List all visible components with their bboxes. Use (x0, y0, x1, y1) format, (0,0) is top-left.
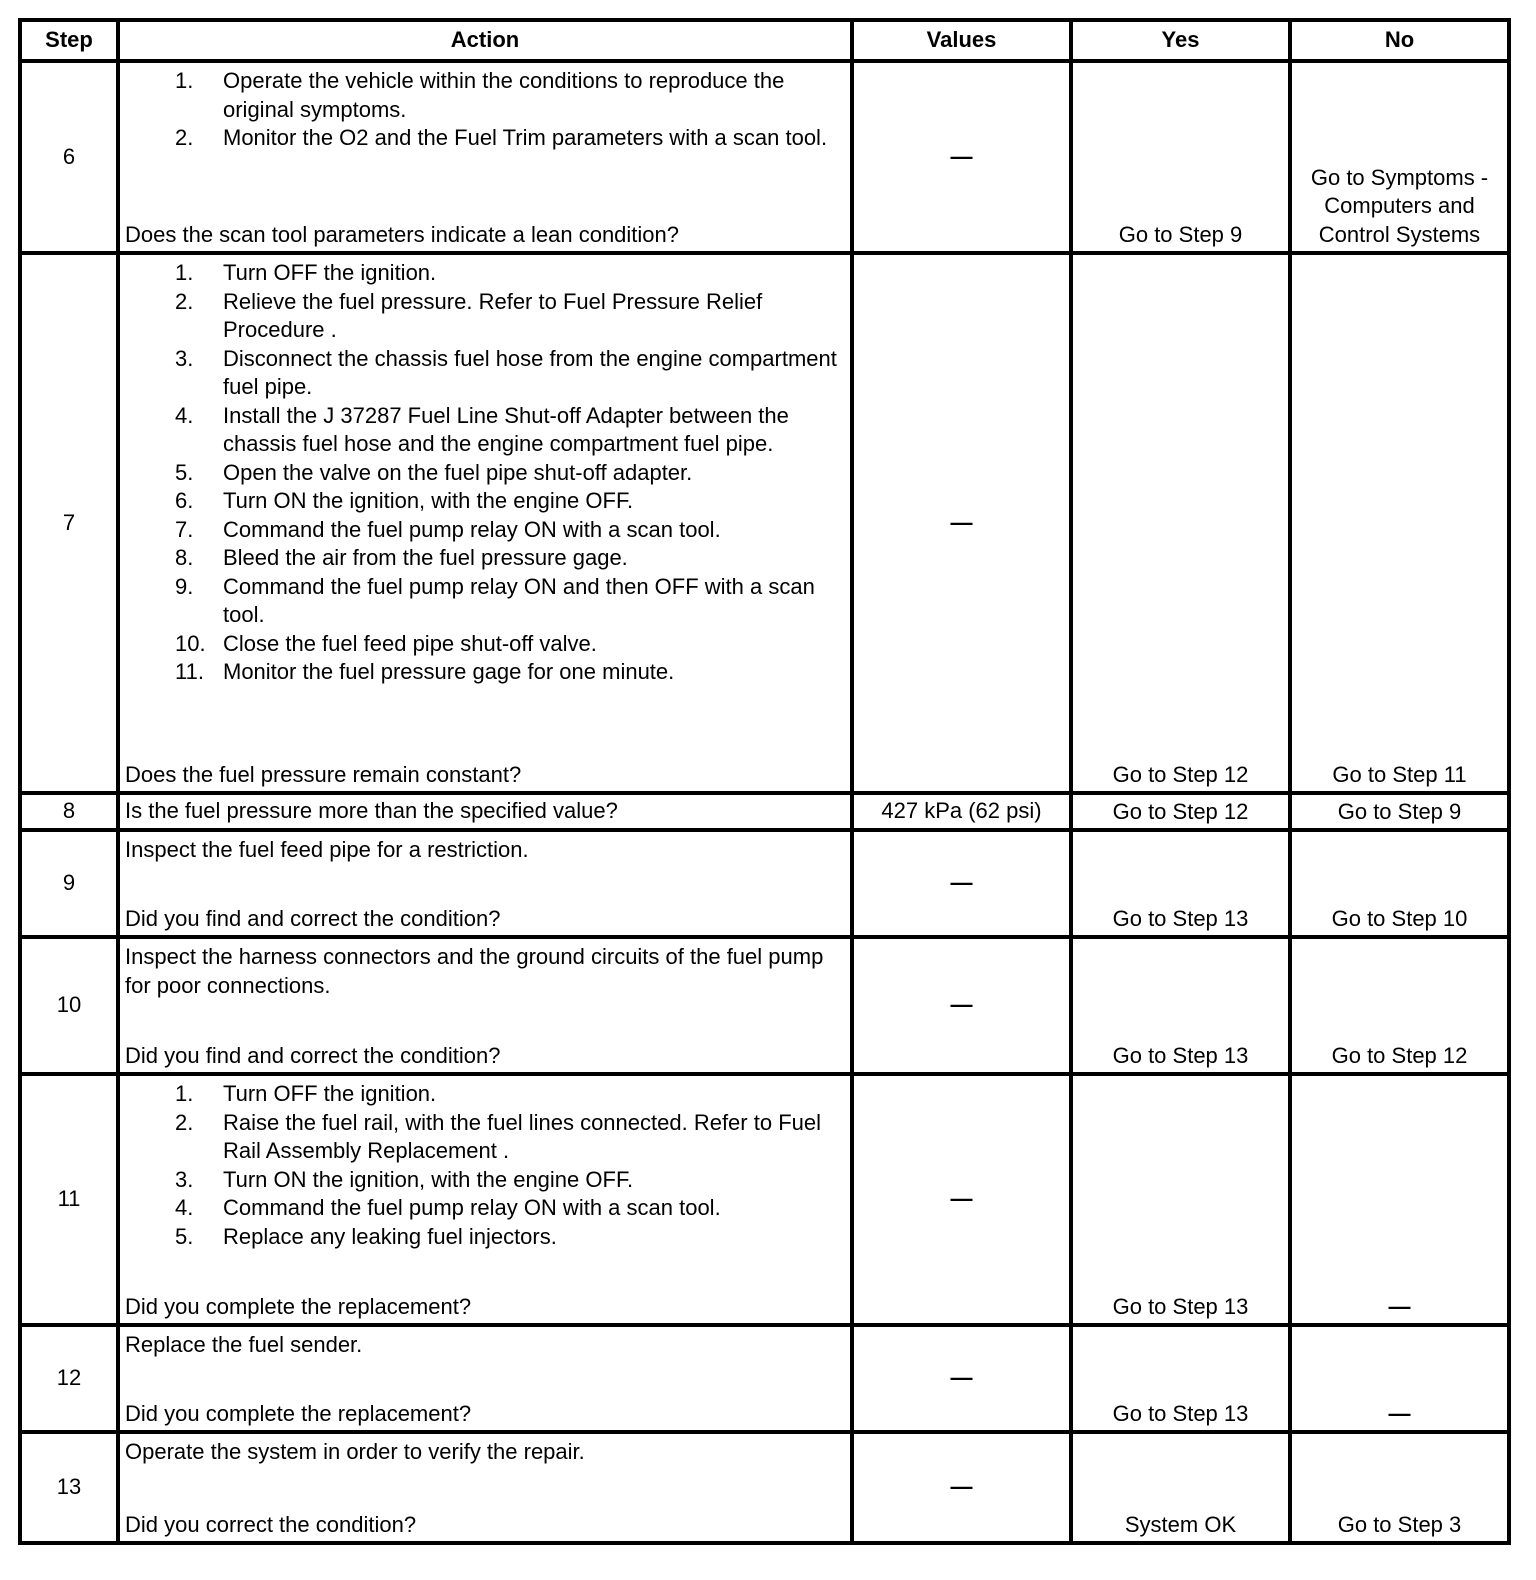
action-step-item (125, 288, 846, 345)
action-step-item (125, 573, 846, 630)
action-step-number: 9. (175, 573, 194, 599)
action-step-text: Turn ON the ignition, with the engine OFF. (223, 1166, 634, 1192)
step-number: 10 (20, 937, 118, 1074)
action-step-item (125, 544, 846, 573)
values-cell: — (852, 830, 1071, 937)
diagnostic-table-wrapper (18, 18, 1511, 1545)
action-step-text: Monitor the O2 and the Fuel Trim parameters with a scan tool. (223, 125, 828, 150)
action-step-item (125, 630, 846, 659)
values-cell: — (852, 253, 1071, 793)
action-question: Did you find and correct the condition? (125, 1042, 501, 1068)
step-number: 8 (20, 793, 118, 830)
action-instruction: Operate the system in order to verify the repair. (125, 1439, 585, 1464)
action-step-number: 1. (175, 1081, 194, 1106)
action-step-text: Turn OFF the ignition. (223, 260, 437, 285)
action-step-item (125, 658, 846, 687)
action-question: Did you complete the replacement? (125, 1400, 472, 1426)
header-values: Values (852, 20, 1071, 61)
action-cell (118, 1432, 852, 1543)
action-step-item (125, 459, 846, 488)
action-steps-list (125, 259, 846, 687)
action-step-text: Install the J 37287 Fuel Line Shut-off Adapter between the chassis fuel hose and the engine compartment fuel pipe. (223, 402, 789, 456)
action-question: Did you complete the replacement? (125, 1293, 472, 1319)
action-step-number: 5. (175, 1223, 194, 1249)
action-step-number: 2. (175, 288, 194, 314)
step-number: 12 (20, 1325, 118, 1432)
values-cell: — (852, 1325, 1071, 1432)
values-cell: — (852, 1432, 1071, 1543)
action-steps-list (125, 1080, 846, 1251)
action-step-text: Replace any leaking fuel injectors. (223, 1223, 557, 1249)
table-row (20, 793, 1509, 830)
action-step-text: Close the fuel feed pipe shut-off valve. (223, 630, 597, 656)
action-cell (118, 793, 852, 830)
no-cell: Go to Step 3 (1290, 1432, 1509, 1543)
action-step-number: 1. (175, 68, 194, 93)
action-cell (118, 1074, 852, 1325)
no-cell: Go to Step 10 (1290, 830, 1509, 937)
values-cell: — (852, 61, 1071, 253)
action-instruction: Inspect the fuel feed pipe for a restriction. (125, 837, 529, 862)
action-step-text: Disconnect the chassis fuel hose from the engine compartment fuel pipe. (223, 345, 837, 399)
action-step-text: Open the valve on the fuel pipe shut-off adapter. (223, 459, 693, 485)
action-instruction: Is the fuel pressure more than the specified value? (125, 798, 618, 824)
header-step: Step (20, 20, 118, 61)
no-cell: — (1290, 1074, 1509, 1325)
action-step-text: Monitor the fuel pressure gage for one minute. (223, 659, 675, 684)
table-row (20, 830, 1509, 937)
action-step-number: 2. (175, 1109, 194, 1135)
no-cell: — (1290, 1325, 1509, 1432)
values-cell: — (852, 937, 1071, 1074)
action-cell (118, 253, 852, 793)
action-step-item (125, 516, 846, 545)
action-step-item (125, 402, 846, 459)
action-cell (118, 830, 852, 937)
action-step-item (125, 1223, 846, 1252)
header-row (20, 20, 1509, 61)
action-step-text: Operate the vehicle within the conditions to reproduce the original symptoms. (223, 68, 785, 122)
action-instruction: Inspect the harness connectors and the ground circuits of the fuel pump for poor connections. (125, 944, 824, 998)
yes-cell: Go to Step 13 (1071, 1074, 1290, 1325)
action-question: Does the scan tool parameters indicate a lean condition? (125, 221, 680, 247)
action-step-text: Raise the fuel rail, with the fuel lines connected. Refer to Fuel Rail Assembly Replacement . (223, 1109, 821, 1163)
action-step-item (125, 259, 846, 288)
action-step-item (125, 487, 846, 516)
no-cell: Go to Symptoms - Computers and Control Systems (1290, 61, 1509, 253)
action-step-number: 4. (175, 402, 194, 428)
yes-cell: Go to Step 13 (1071, 1325, 1290, 1432)
action-step-text: Bleed the air from the fuel pressure gage. (223, 545, 628, 570)
action-step-text: Command the fuel pump relay ON with a scan tool. (223, 1195, 721, 1220)
yes-cell: Go to Step 13 (1071, 830, 1290, 937)
table-row (20, 1432, 1509, 1543)
step-number: 11 (20, 1074, 118, 1325)
step-number: 7 (20, 253, 118, 793)
action-instruction: Replace the fuel sender. (125, 1332, 363, 1357)
action-step-number: 11. (175, 659, 204, 684)
action-question: Does the fuel pressure remain constant? (125, 761, 522, 787)
values-cell: — (852, 1074, 1071, 1325)
action-step-item (125, 345, 846, 402)
header-yes: Yes (1071, 20, 1290, 61)
header-action: Action (118, 20, 852, 61)
yes-cell: Go to Step 12 (1071, 793, 1290, 830)
action-step-text: Relieve the fuel pressure. Refer to Fuel Pressure Relief Procedure . (223, 288, 763, 342)
step-number: 13 (20, 1432, 118, 1543)
action-step-number: 3. (175, 345, 194, 371)
action-step-item (125, 1194, 846, 1223)
step-number: 6 (20, 61, 118, 253)
action-step-text: Command the fuel pump relay ON with a scan tool. (223, 516, 721, 542)
action-step-item (125, 1109, 846, 1166)
table-row (20, 1325, 1509, 1432)
action-cell (118, 937, 852, 1074)
action-step-number: 2. (175, 125, 194, 150)
table-row (20, 1074, 1509, 1325)
yes-cell: System OK (1071, 1432, 1290, 1543)
action-step-item (125, 67, 846, 124)
action-question: Did you correct the condition? (125, 1511, 417, 1537)
action-cell (118, 61, 852, 253)
action-step-text: Turn OFF the ignition. (223, 1081, 437, 1106)
action-step-number: 3. (175, 1166, 194, 1192)
diagnostic-table (18, 18, 1511, 1545)
header-no: No (1290, 20, 1509, 61)
table-row (20, 937, 1509, 1074)
action-step-number: 6. (175, 488, 194, 513)
action-step-item (125, 1080, 846, 1109)
table-body (20, 61, 1509, 1543)
action-steps-list (125, 67, 846, 153)
yes-cell: Go to Step 9 (1071, 61, 1290, 253)
no-cell: Go to Step 9 (1290, 793, 1509, 830)
yes-cell: Go to Step 12 (1071, 253, 1290, 793)
action-step-number: 5. (175, 459, 194, 485)
no-cell: Go to Step 12 (1290, 937, 1509, 1074)
action-step-number: 10. (175, 630, 206, 656)
action-step-text: Turn ON the ignition, with the engine OFF. (223, 488, 634, 513)
table-row (20, 61, 1509, 253)
action-step-number: 8. (175, 545, 194, 570)
action-question: Did you find and correct the condition? (125, 905, 501, 931)
action-step-item (125, 1166, 846, 1195)
action-step-text: Command the fuel pump relay ON and then OFF with a scan tool. (223, 573, 815, 627)
action-step-item (125, 124, 846, 153)
step-number: 9 (20, 830, 118, 937)
values-cell: 427 kPa (62 psi) (852, 793, 1071, 830)
yes-cell: Go to Step 13 (1071, 937, 1290, 1074)
action-cell (118, 1325, 852, 1432)
action-step-number: 1. (175, 260, 194, 285)
action-step-number: 4. (175, 1195, 194, 1220)
no-cell: Go to Step 11 (1290, 253, 1509, 793)
table-row (20, 253, 1509, 793)
action-step-number: 7. (175, 516, 194, 542)
